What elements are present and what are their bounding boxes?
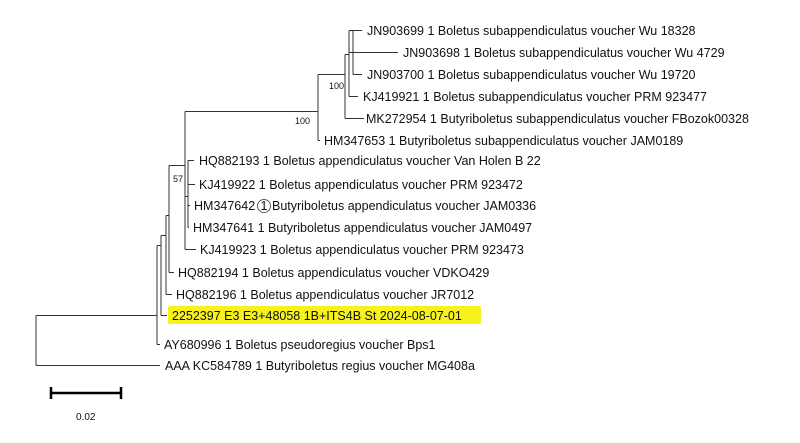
leaf-label: AY680996 1 Boletus pseudoregius voucher Bps1 bbox=[164, 338, 436, 352]
leaf-label: MK272954 1 Butyriboletus subappendiculatus voucher FBozok00328 bbox=[366, 112, 749, 126]
leaf-label: HQ882196 1 Boletus appendiculatus voucher JR7012 bbox=[176, 288, 475, 302]
scale-bar-label: 0.02 bbox=[76, 412, 96, 423]
leaf-label: HQ882194 1 Boletus appendiculatus voucher VDKO429 bbox=[178, 266, 490, 280]
leaf-label: JN903698 1 Boletus subappendiculatus voucher Wu 4729 bbox=[403, 46, 725, 60]
scale-bar bbox=[50, 387, 122, 423]
bootstrap-value: 57 bbox=[173, 174, 184, 184]
leaf-label: HM347653 1 Butyriboletus subappendiculatus voucher JAM0189 bbox=[324, 134, 684, 148]
leaf-label: AAA KC584789 1 Butyriboletus regius voucher MG408a bbox=[165, 359, 475, 373]
leaf-label: HQ882193 1 Boletus appendiculatus voucher Van Holen B 22 bbox=[199, 154, 541, 168]
leaf-label: HM347641 1 Butyriboletus appendiculatus voucher JAM0497 bbox=[193, 221, 533, 235]
node-marker-number: 1 bbox=[260, 199, 268, 213]
leaf-label: KJ419923 1 Boletus appendiculatus voucher PRM 923473 bbox=[200, 243, 524, 257]
leaf-labels bbox=[164, 24, 749, 373]
leaf-label: JN903699 1 Boletus subappendiculatus voucher Wu 18328 bbox=[367, 24, 696, 38]
leaf-label: HM347642 bbox=[194, 199, 256, 213]
bootstrap-value: 100 bbox=[329, 81, 345, 91]
bootstrap-value: 100 bbox=[295, 116, 311, 126]
leaf-label: JN903700 1 Boletus subappendiculatus voucher Wu 19720 bbox=[367, 68, 696, 82]
leaf-label: Butyriboletus appendiculatus voucher JAM0336 bbox=[272, 199, 537, 213]
query-leaf-label: 2252397 E3 E3+48058 1B+ITS4B St 2024-08-07-01 bbox=[172, 309, 462, 323]
leaf-label: KJ419922 1 Boletus appendiculatus voucher PRM 923472 bbox=[199, 178, 523, 192]
leaf-label: KJ419921 1 Boletus subappendiculatus voucher PRM 923477 bbox=[363, 90, 707, 104]
